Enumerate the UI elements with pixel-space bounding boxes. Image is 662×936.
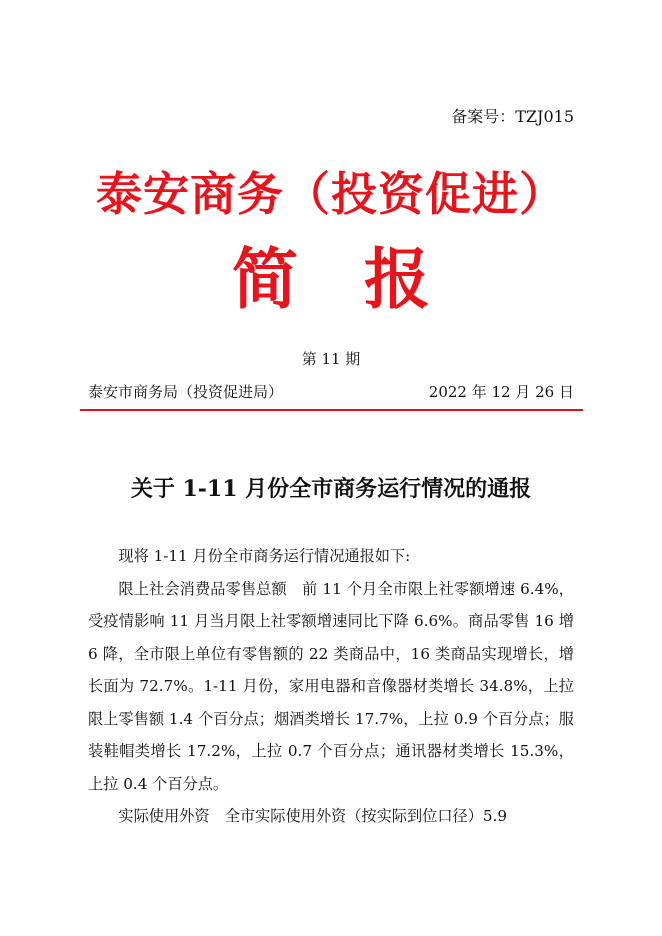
body-paragraph-foreign-investment: 实际使用外资 全市实际使用外资（按实际到位口径）5.9 (118, 807, 508, 825)
document-body (88, 540, 574, 833)
masthead-title: 泰安商务（投资促进） (96, 167, 566, 221)
issue-date: 2022 年 12 月 26 日 (428, 383, 574, 401)
masthead-subtitle: 简 报 (232, 241, 430, 318)
issue-number: 第 11 期 (301, 350, 361, 368)
header-divider (80, 409, 583, 411)
issuing-organization: 泰安市商务局（投资促进局） (88, 383, 284, 401)
body-paragraph-intro: 现将 1-11 月份全市商务运行情况通报如下: (118, 547, 411, 565)
body-paragraph-retail: 限上社会消费品零售总额 前 11 个月全市限上社零额增速 6.4%，受疫情影响 11 月当月限上社零额增速同比下降 6.6%。商品零售 16 增 6 降，全市限上单位有零售额的 22 类商品中，16 类商品实现增长，增长面为 72.7%。1-11 月份，家用电器和音像器材类增长 34.8%，上拉限上零售额 1.4 个百分点；烟酒类增长 17.7%，上拉 0.9 个百分点；服装鞋帽类增长 17.2%，上拉 0.7 个百分点；通讯器材类增长 15.3%，上拉 0.4 个百分点。 (88, 579, 574, 793)
filing-number: 备案号：TZJ015 (451, 107, 574, 126)
document-title: 关于 1-11 月份全市商务运行情况的通报 (130, 476, 532, 502)
